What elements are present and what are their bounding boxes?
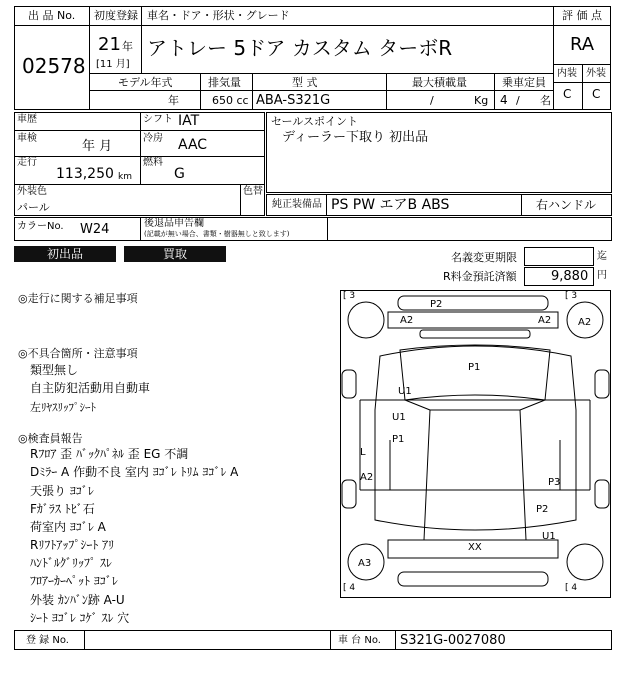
purchase-badge: 買取 xyxy=(124,246,226,262)
shaken-value: 年 月 xyxy=(82,139,113,154)
inspector-header: ◎検査員報告 xyxy=(18,432,83,445)
damage-mark: U1 xyxy=(542,531,556,542)
model-year-value: 年 xyxy=(168,94,179,107)
interior-grade-label: 内装 xyxy=(557,68,577,79)
equipment-label: 純正装備品 xyxy=(272,199,322,210)
color-no-label: カラーNo. xyxy=(17,221,64,232)
capacity-unit: 名 xyxy=(540,94,551,107)
type-value: ABA-S321G xyxy=(256,93,331,108)
exterior-color-label: 外装色 xyxy=(17,186,47,197)
lot-number: 02578 xyxy=(22,54,86,78)
defect-item: 類型無し xyxy=(30,363,79,377)
damage-mark: A2 xyxy=(578,317,592,328)
damage-mark: A3 xyxy=(358,558,372,569)
name-change-deadline-unit: 迄 xyxy=(597,251,607,262)
inspector-item: ﾊﾝﾄﾞﾙｸﾞﾘｯﾌﾟ ｽﾚ xyxy=(30,556,112,570)
vehicle-name-label: 車名・ドア・形状・グレード xyxy=(147,9,290,22)
inspector-item: Dﾐﾗｰ A 作動不良 室内 ﾖｺﾞﾚ ﾄﾘﾑ ﾖｺﾞﾚ A xyxy=(30,465,239,479)
name-change-deadline-label: 名義変更期限 xyxy=(451,251,517,264)
first-registration-year: 21 xyxy=(98,34,121,55)
post-registration-note: (記載が無い場合、書類・樹器無しと致します) xyxy=(144,230,290,238)
cooling-label: 冷房 xyxy=(143,133,163,144)
damage-mark: U1 xyxy=(398,386,412,397)
displacement-label: 排気量 xyxy=(208,76,241,89)
footer-box xyxy=(14,630,612,650)
front-bumper-panel xyxy=(398,296,548,310)
inspector-item: 外装 ｶﾝﾊﾞﾝ跡 A-U xyxy=(30,593,125,607)
inspector-item: Rﾌﾛｱ 歪 ﾊﾞｯｸﾊﾟﾈﾙ 歪 EG 不調 xyxy=(30,447,189,461)
car-diagram xyxy=(340,290,611,598)
defect-item: 左ﾘﾔｽﾘｯﾌﾟｼｰﾄ xyxy=(30,401,96,414)
body-outline xyxy=(375,346,576,530)
model-year-label: モデル年式 xyxy=(118,76,173,89)
damage-mark: P1 xyxy=(468,362,481,373)
grade-label: 評 価 点 xyxy=(562,9,602,22)
shaken-label: 車検 xyxy=(17,133,37,144)
shift-value: IAT xyxy=(178,113,200,129)
post-registration-label: 後退品申告欄 xyxy=(144,218,204,229)
first-registration-label: 初度登録 xyxy=(94,9,138,22)
cabin-outline xyxy=(424,410,526,540)
exterior-grade: C xyxy=(592,87,601,101)
damage-mark: U1 xyxy=(392,412,406,423)
grade-value: RA xyxy=(570,34,595,55)
type-label: 型 式 xyxy=(292,76,318,89)
first-listing-badge: 初出品 xyxy=(14,246,116,262)
right-mirror xyxy=(595,370,609,398)
displacement-value: 650 cc xyxy=(212,94,249,107)
capacity-sep: / xyxy=(516,94,520,107)
diagram-corner-label: [ 3 xyxy=(343,291,356,301)
inspector-item: 荷室内 ﾖｺﾞﾚ A xyxy=(30,520,106,534)
lot-number-label: 出 品 No. xyxy=(28,9,76,22)
damage-mark: A2 xyxy=(538,315,552,326)
recycle-fee-label: R料金預託済額 xyxy=(443,270,517,283)
exterior-color-box xyxy=(14,184,265,216)
equipment-value: PS PW エアB ABS xyxy=(331,197,450,213)
front-lower-panel xyxy=(420,330,530,338)
diagram-corner-label: [ 4 xyxy=(343,583,356,593)
registration-number-label: 登 録 No. xyxy=(26,635,69,646)
capacity-value: 4 xyxy=(500,93,508,107)
chassis-number: S321G-0027080 xyxy=(400,633,506,648)
inspector-item: Fｶﾞﾗｽ ﾄﾋﾞ石 xyxy=(30,502,95,516)
sales-point-label: セールスポイント xyxy=(271,115,359,128)
color-change-label: 色替 xyxy=(243,186,263,197)
left-mirror xyxy=(342,370,356,398)
fuel-label: 燃料 xyxy=(143,157,163,168)
color-no-value: W24 xyxy=(80,222,110,237)
first-registration-month: [11 月] xyxy=(96,59,130,70)
max-load-unit: Kg xyxy=(474,94,489,107)
sales-point-value: ディーラー下取り 初出品 xyxy=(282,130,429,145)
wheel-front-left xyxy=(348,302,384,338)
exterior-color-value: パール xyxy=(17,201,50,214)
left-rear-panel xyxy=(342,480,356,508)
exterior-grade-label: 外装 xyxy=(586,68,606,79)
defect-item: 自主防犯活動用自動車 xyxy=(30,381,151,395)
diagram-corner-label: [ 4 xyxy=(565,583,578,593)
interior-grade: C xyxy=(563,87,572,101)
damage-mark: L xyxy=(360,447,366,458)
right-rear-panel xyxy=(595,480,609,508)
front-grille-panel xyxy=(388,312,558,328)
mileage-label: 走行 xyxy=(17,157,37,168)
max-load-value: / xyxy=(430,94,434,107)
inspector-item: Rﾘﾌﾄｱｯﾌﾟｼｰﾄ ｱﾘ xyxy=(30,538,115,552)
damage-mark: P2 xyxy=(430,299,443,310)
name-change-deadline-box xyxy=(524,247,594,266)
damage-mark: A2 xyxy=(360,472,374,483)
damage-mark: XX xyxy=(468,542,482,553)
fuel-value: G xyxy=(174,166,185,182)
diagram-corner-label: [ 3 xyxy=(565,291,578,301)
wheel-rear-right xyxy=(567,544,603,580)
history-label: 車歴 xyxy=(17,114,37,125)
cooling-value: AAC xyxy=(178,137,208,153)
year-unit: 年 xyxy=(122,40,133,53)
inspector-item: 天張り ﾖｺﾞﾚ xyxy=(30,484,94,498)
damage-mark: A2 xyxy=(400,315,414,326)
capacity-label: 乗車定員 xyxy=(502,76,546,89)
inspector-item: ﾌﾛｱｰｶｰﾍﾟｯﾄ ﾖｺﾞﾚ xyxy=(30,574,118,588)
damage-mark: P2 xyxy=(536,504,549,515)
mileage-unit: km xyxy=(118,172,132,182)
vehicle-name: アトレー 5ドア カスタム ターボR xyxy=(147,36,453,60)
damage-mark: P1 xyxy=(392,434,405,445)
damage-mark: P3 xyxy=(548,477,561,488)
max-load-label: 最大積載量 xyxy=(412,76,467,89)
mileage-value: 113,250 xyxy=(56,166,114,182)
recycle-fee-unit: 円 xyxy=(597,270,607,281)
handle-value: 右ハンドル xyxy=(536,198,597,212)
defects-header: ◎不具合箇所・注意事項 xyxy=(18,347,138,360)
shift-label: シフト xyxy=(143,114,173,125)
recycle-fee-value: 9,880 xyxy=(551,269,589,284)
driving-notes-header: ◎走行に関する補足事項 xyxy=(18,292,138,305)
chassis-number-label: 車 台 No. xyxy=(338,635,381,646)
rear-lower-panel xyxy=(398,572,548,586)
inspector-item: ｼｰﾄ ﾖｺﾞﾚ ｺｹﾞ ｽﾚ 穴 xyxy=(30,611,130,625)
